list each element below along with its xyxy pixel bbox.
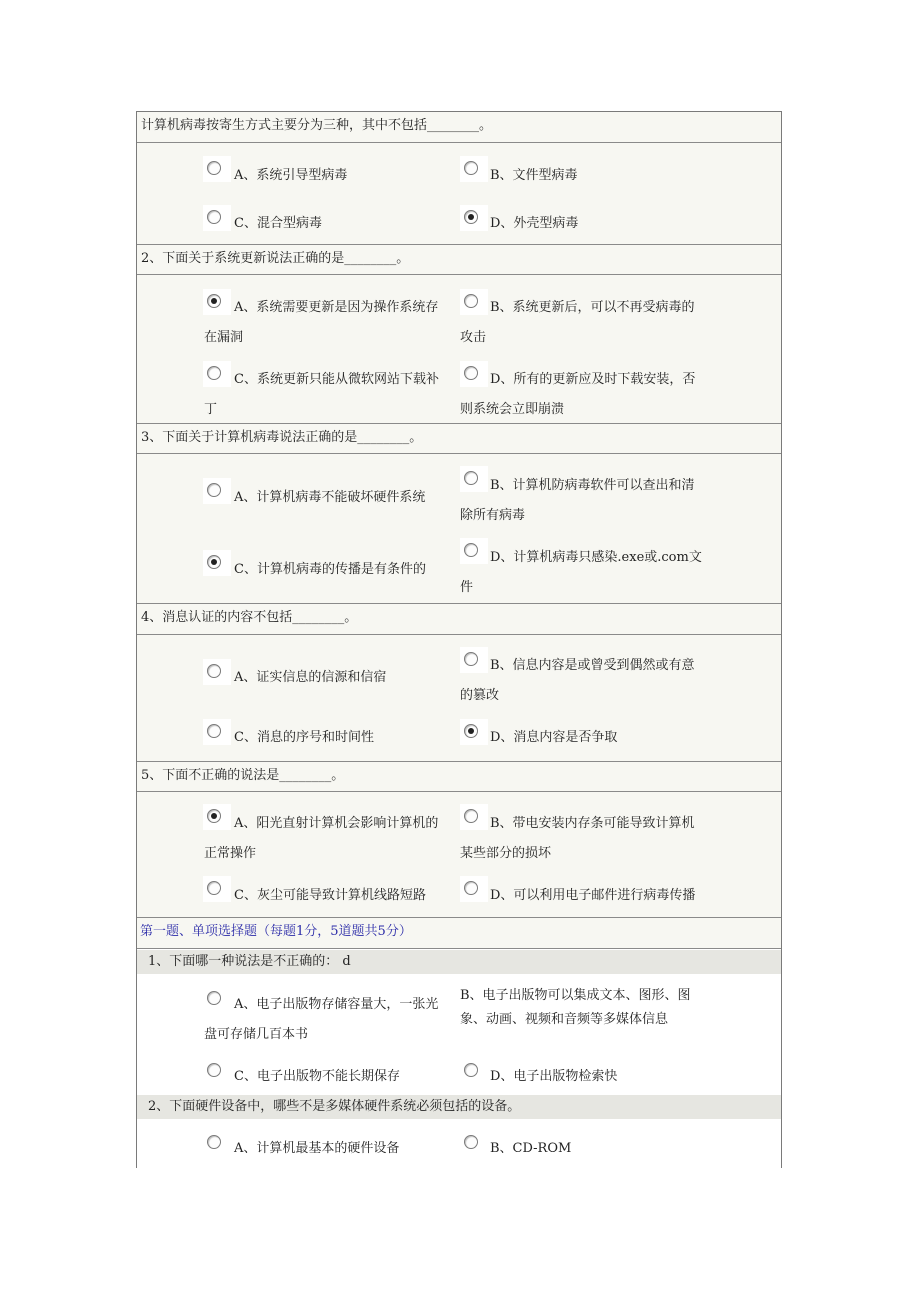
radio-q5-c[interactable] <box>203 876 231 902</box>
question-text: 5、下面不正确的说法是________。 <box>141 768 345 783</box>
option-q5-b[interactable]: B、带电安装内存条可能导致计算机 <box>490 816 695 831</box>
question-text: 2、下面硬件设备中，哪些不是多媒体硬件系统必须包括的设备。 <box>148 1099 521 1114</box>
radio-q4-a[interactable] <box>203 659 231 685</box>
option-q5-b-cont: 某些部分的损坏 <box>460 846 552 861</box>
question-s2-2 <box>137 1095 781 1119</box>
answers-5 <box>137 792 781 918</box>
radio-q3-a[interactable] <box>203 478 231 504</box>
option-s2q1-a-cont: 盘可存储几百本书 <box>204 1027 309 1042</box>
option-q3-b-cont: 除所有病毒 <box>460 508 526 523</box>
question-text: 计算机病毒按寄生方式主要分为三种，其中不包括________。 <box>141 118 493 133</box>
question-2 <box>137 245 781 275</box>
radio-q1-d[interactable] <box>460 205 488 231</box>
question-s2-1 <box>137 950 781 974</box>
question-text: 3、下面关于计算机病毒说法正确的是________。 <box>141 430 423 445</box>
option-q3-b[interactable]: B、计算机防病毒软件可以查出和清 <box>490 478 695 493</box>
answers-4 <box>137 635 781 762</box>
option-q5-c[interactable]: C、灰尘可能导致计算机线路短路 <box>234 888 426 903</box>
radio-q3-c[interactable] <box>203 550 231 576</box>
option-q1-d[interactable]: D、外壳型病毒 <box>490 216 579 231</box>
radio-q3-d[interactable] <box>460 538 488 564</box>
radio-q4-c[interactable] <box>203 719 231 745</box>
radio-q5-d[interactable] <box>460 876 488 902</box>
option-q5-a[interactable]: A、阳光直射计算机会影响计算机的 <box>234 816 439 831</box>
option-q2-d-cont: 则系统会立即崩溃 <box>460 402 565 417</box>
answers-2 <box>137 275 781 424</box>
radio-q2-b[interactable] <box>460 289 488 315</box>
option-s2q1-b-cont: 象、动画、视频和音频等多媒体信息 <box>460 1012 669 1027</box>
radio-q2-d[interactable] <box>460 361 488 387</box>
radio-s2q2-b[interactable] <box>460 1130 488 1156</box>
option-q1-b[interactable]: B、文件型病毒 <box>490 168 578 183</box>
answers-3 <box>137 454 781 604</box>
option-q3-c[interactable]: C、计算机病毒的传播是有条件的 <box>234 562 426 577</box>
radio-q5-b[interactable] <box>460 804 488 830</box>
question-text: 1、下面哪一种说法是不正确的： d <box>148 954 351 969</box>
option-q2-d[interactable]: D、所有的更新应及时下载安装，否 <box>490 372 696 387</box>
quiz-frame <box>136 111 782 1168</box>
option-s2q2-a[interactable]: A、计算机最基本的硬件设备 <box>234 1141 400 1156</box>
option-q1-a[interactable]: A、系统引导型病毒 <box>234 168 348 183</box>
option-s2q1-b[interactable]: B、电子出版物可以集成文本、图形、图 <box>460 988 691 1003</box>
option-q3-a[interactable]: A、计算机病毒不能破坏硬件系统 <box>234 490 426 505</box>
radio-q1-a[interactable] <box>203 156 231 182</box>
option-s2q1-a[interactable]: A、电子出版物存储容量大，一张光 <box>234 997 439 1012</box>
option-q5-a-cont: 正常操作 <box>204 846 257 861</box>
radio-q1-b[interactable] <box>460 156 488 182</box>
option-q2-b-cont: 攻击 <box>460 330 487 345</box>
radio-s2q1-a[interactable] <box>203 986 231 1012</box>
option-q2-c[interactable]: C、系统更新只能从微软网站下载补 <box>234 372 439 387</box>
option-q3-d[interactable]: D、计算机病毒只感染.exe或.com文 <box>490 550 702 565</box>
radio-q4-d[interactable] <box>460 719 488 745</box>
radio-q1-c[interactable] <box>203 205 231 231</box>
option-q2-a-cont: 在漏洞 <box>204 330 244 345</box>
option-q4-c[interactable]: C、消息的序号和时间性 <box>234 730 374 745</box>
answers-1 <box>137 143 781 245</box>
question-1 <box>137 112 781 143</box>
radio-q5-a[interactable] <box>203 804 231 830</box>
option-q2-b[interactable]: B、系统更新后，可以不再受病毒的 <box>490 300 695 315</box>
option-q4-d[interactable]: D、消息内容是否争取 <box>490 730 618 745</box>
radio-s2q1-d[interactable] <box>460 1058 488 1084</box>
option-q2-c-cont: 丁 <box>204 402 218 417</box>
radio-s2q1-c[interactable] <box>203 1058 231 1084</box>
question-5 <box>137 762 781 792</box>
question-3 <box>137 424 781 454</box>
option-q3-d-cont: 件 <box>460 580 474 595</box>
option-s2q1-d[interactable]: D、电子出版物检索快 <box>490 1069 618 1084</box>
radio-s2q2-a[interactable] <box>203 1130 231 1156</box>
option-q4-b-cont: 的篡改 <box>460 688 500 703</box>
radio-q3-b[interactable] <box>460 466 488 492</box>
option-q4-a[interactable]: A、证实信息的信源和信宿 <box>234 670 387 685</box>
section-title <box>137 918 781 949</box>
option-q1-c[interactable]: C、混合型病毒 <box>234 216 322 231</box>
option-q5-d[interactable]: D、可以利用电子邮件进行病毒传播 <box>490 888 696 903</box>
option-q4-b[interactable]: B、信息内容是或曾受到偶然或有意 <box>490 658 695 673</box>
question-text: 2、下面关于系统更新说法正确的是________。 <box>141 251 410 266</box>
question-text: 4、消息认证的内容不包括________。 <box>141 610 358 625</box>
option-s2q2-b[interactable]: B、CD-ROM <box>490 1141 572 1156</box>
question-4 <box>137 604 781 635</box>
radio-q2-c[interactable] <box>203 361 231 387</box>
option-q2-a[interactable]: A、系统需要更新是因为操作系统存 <box>234 300 439 315</box>
section-title-text: 第一题、单项选择题（每题1分，5道题共5分） <box>140 924 412 939</box>
option-s2q1-c[interactable]: C、电子出版物不能长期保存 <box>234 1069 400 1084</box>
radio-q4-b[interactable] <box>460 647 488 673</box>
radio-q2-a[interactable] <box>203 289 231 315</box>
